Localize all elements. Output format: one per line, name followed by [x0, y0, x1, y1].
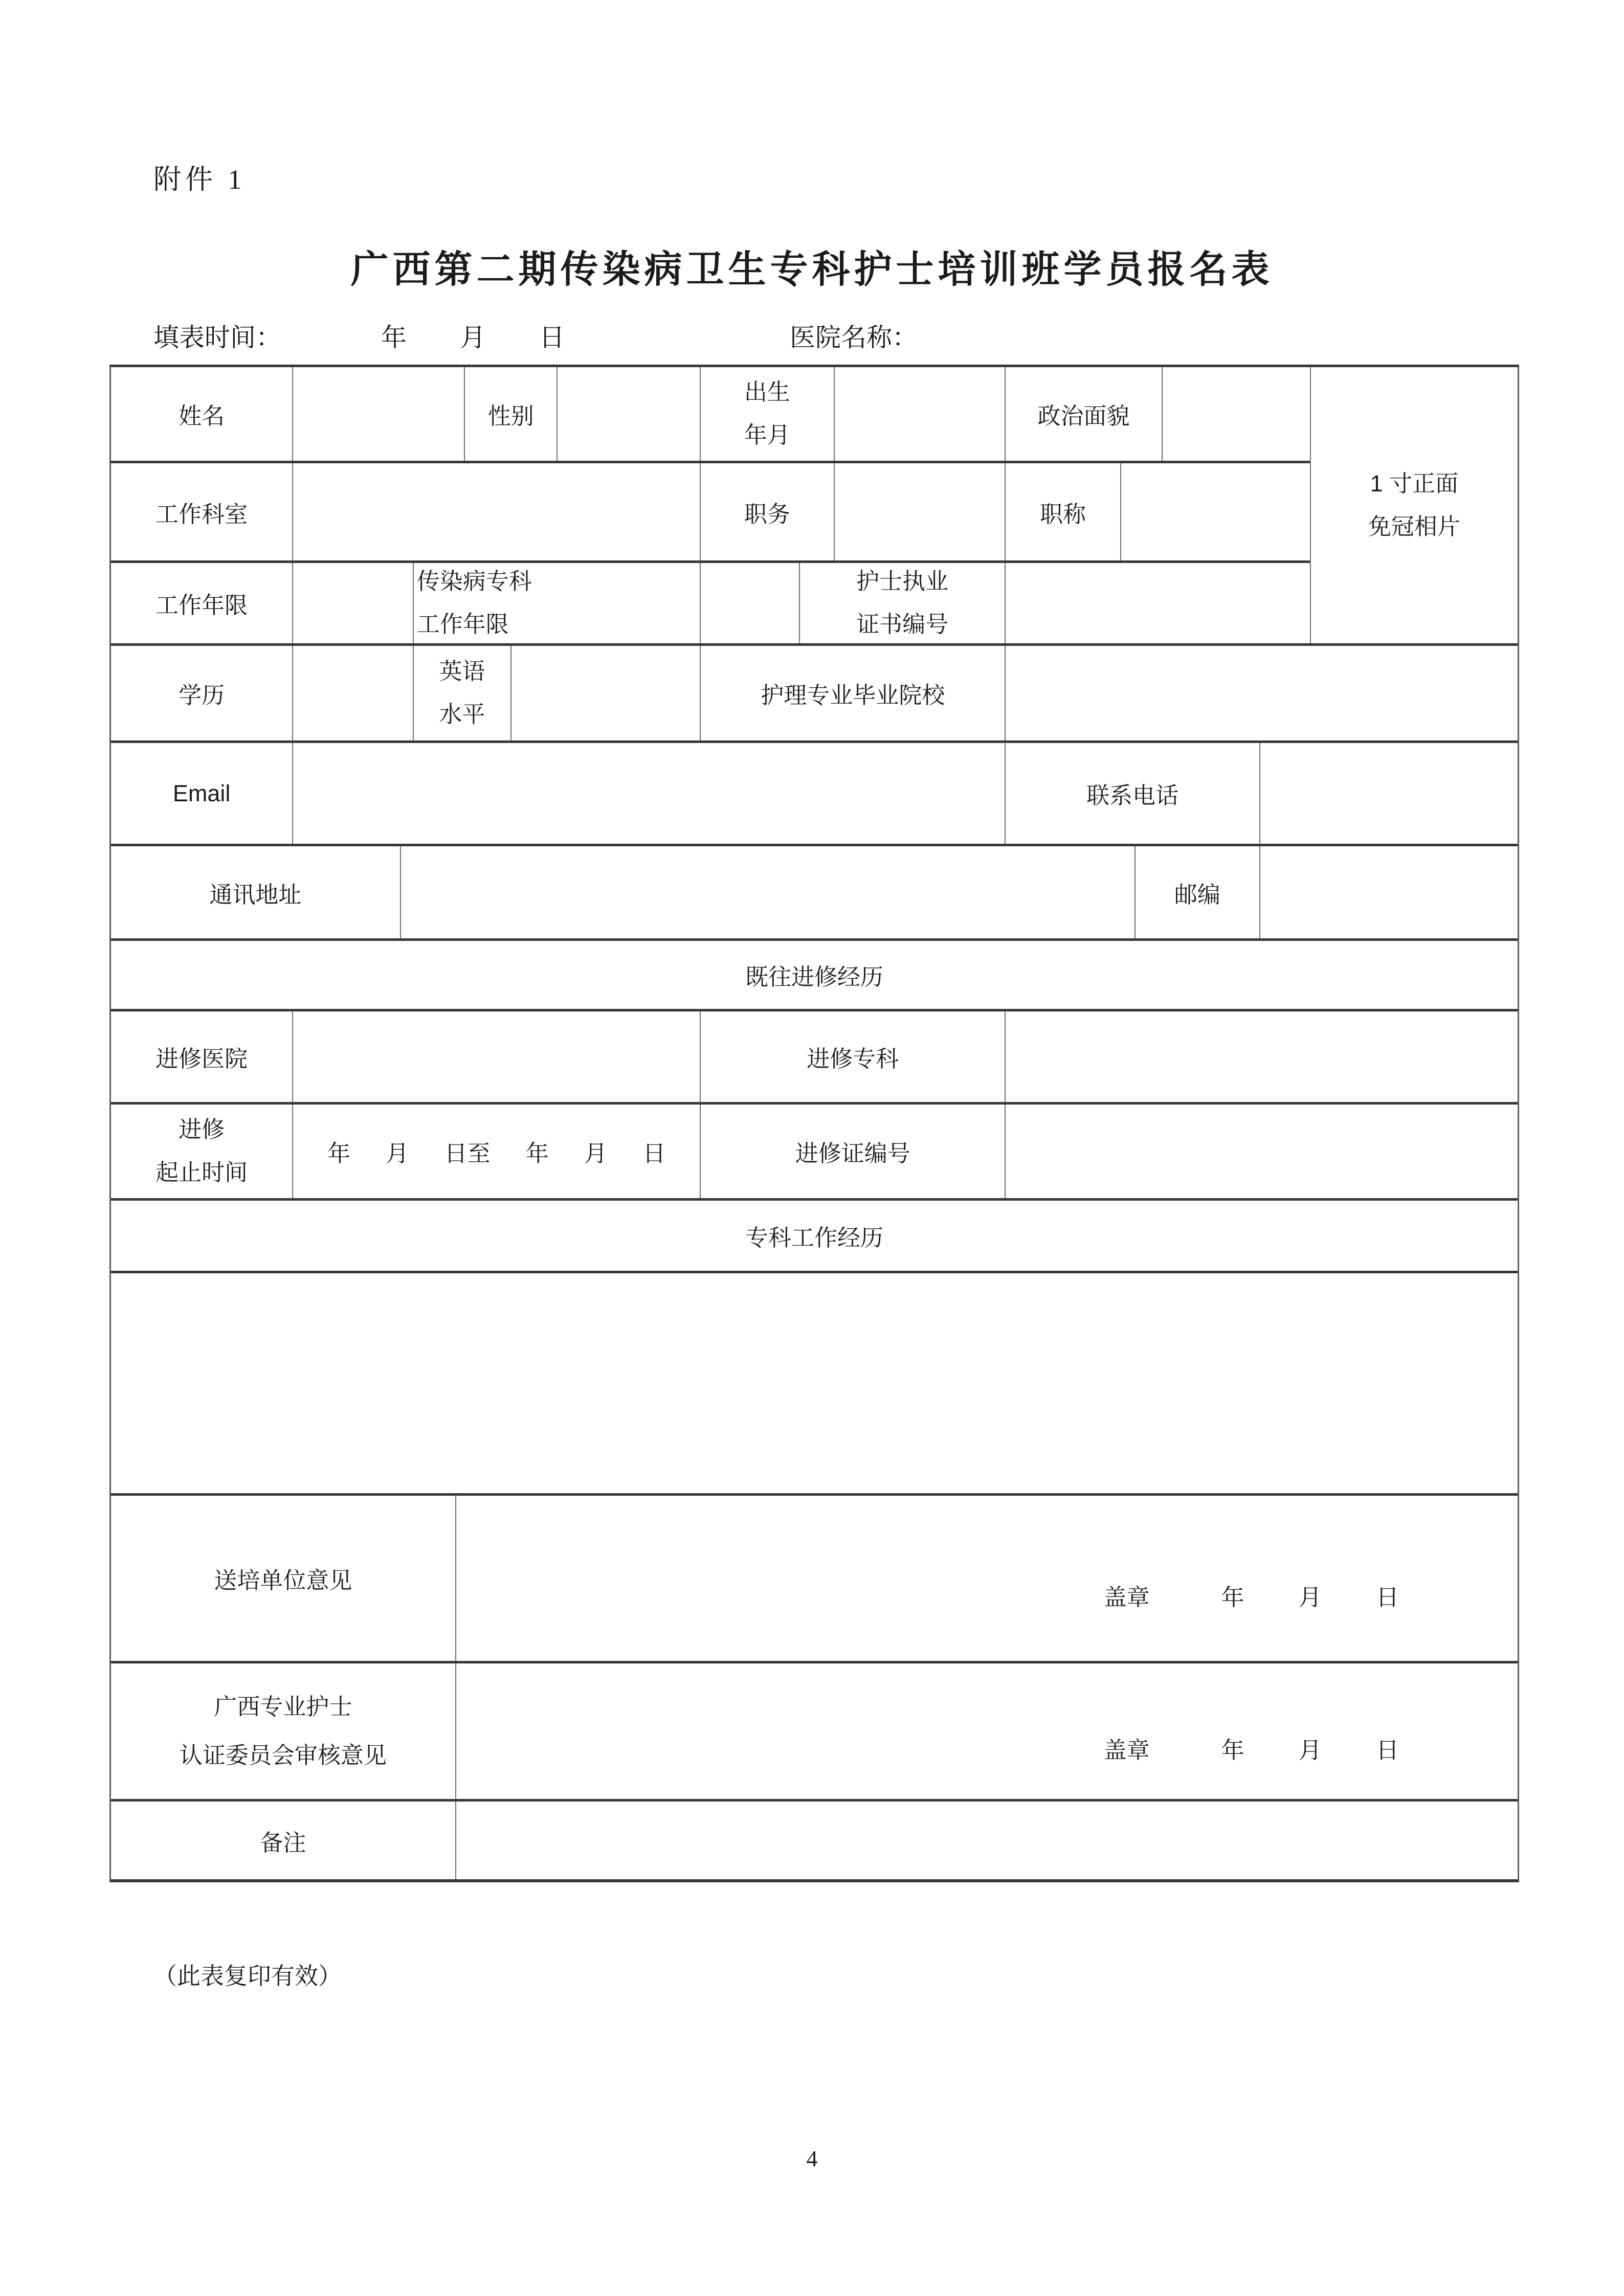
- training-cert-number-label-cell: [700, 1105, 1005, 1198]
- political-status-label-cell: [1005, 367, 1162, 461]
- phone-label: 联系电话: [1086, 783, 1179, 808]
- training-cert-number-label: 进修证编号: [795, 1141, 910, 1166]
- name-label: 姓名: [179, 403, 225, 429]
- position-label: 职务: [744, 501, 790, 527]
- sending-unit-opinion-value-cell: [455, 1496, 1518, 1661]
- table-row-address: [111, 844, 1518, 938]
- position-label-cell: [700, 463, 833, 560]
- nursing-school-label-cell: [700, 646, 1005, 740]
- specialty-work-header-cell: [111, 1201, 1518, 1271]
- birth-label-line2: 年月: [744, 422, 790, 448]
- address-label: 通讯地址: [209, 882, 302, 908]
- table-row-work-years: [111, 560, 1310, 643]
- seal-date-blanks: 年 月 日: [1221, 1584, 1399, 1610]
- training-period-label: [155, 1109, 248, 1194]
- birth-value-cell: [834, 367, 1005, 461]
- birth-label: [744, 371, 790, 457]
- registration-table: [109, 365, 1519, 1882]
- english-level-value-cell: [510, 646, 700, 740]
- sending-unit-opinion-label-cell: [111, 1496, 455, 1661]
- gender-label: 性别: [487, 403, 534, 429]
- table-row-remarks: [111, 1799, 1518, 1879]
- english-level-label-line2: 水平: [439, 701, 485, 727]
- license-number-label: [856, 563, 948, 643]
- page-number: 4: [806, 2146, 818, 2171]
- photo-note-line1: 1 寸正面: [1370, 470, 1459, 497]
- birth-label-line1: 出生: [744, 379, 790, 406]
- name-value-cell: [292, 367, 464, 461]
- remarks-label: 备注: [260, 1830, 306, 1856]
- table-row-training-period: [111, 1102, 1518, 1198]
- specialty-years-label-cell: [413, 563, 700, 643]
- birth-label-cell: [700, 367, 833, 461]
- training-hospital-label-cell: [111, 1011, 292, 1102]
- nursing-school-value-cell: [1005, 646, 1518, 740]
- training-period-label-cell: [111, 1105, 292, 1198]
- form-title: 广西第二期传染病卫生专科护士培训班学员报名表: [350, 247, 1274, 291]
- committee-review-label-cell: [111, 1663, 455, 1799]
- training-cert-number-value-cell: [1005, 1105, 1518, 1198]
- committee-seal-line: [1104, 1731, 1399, 1765]
- hospital-name-label: 医院名称：: [790, 323, 918, 352]
- education-label: 学历: [179, 683, 225, 708]
- table-row-education: [111, 643, 1518, 740]
- table-row-specialty-work-header: [111, 1198, 1518, 1271]
- training-specialty-label: 进修专科: [807, 1046, 899, 1072]
- phone-label-cell: [1005, 743, 1259, 844]
- table-row-name: [111, 367, 1310, 461]
- seal-label: 盖章: [1103, 1737, 1150, 1763]
- table-top-section: [111, 367, 1518, 643]
- specialty-years-label: [417, 563, 532, 643]
- license-number-value-cell: [1005, 563, 1310, 643]
- photo-note: [1368, 462, 1460, 548]
- license-number-label-cell: [799, 563, 1005, 643]
- email-label: Email: [172, 780, 231, 806]
- postcode-label: 邮编: [1174, 882, 1220, 908]
- table-row-sending-unit-opinion: [111, 1493, 1518, 1661]
- table-row-past-training-header: [111, 938, 1518, 1009]
- nursing-school-label: 护理专业毕业院校: [761, 683, 945, 708]
- specialty-years-label-line1: 传染病专科: [416, 569, 532, 595]
- political-status-label: 政治面貌: [1037, 403, 1130, 429]
- position-value-cell: [834, 463, 1005, 560]
- committee-review-value-cell: [455, 1663, 1518, 1799]
- table-row-email: [111, 740, 1518, 844]
- political-status-value-cell: [1162, 367, 1310, 461]
- department-label-cell: [111, 463, 292, 560]
- photo-cell: [1310, 367, 1518, 643]
- department-value-cell: [292, 463, 700, 560]
- past-training-header-cell: [111, 941, 1518, 1009]
- email-value-cell: [292, 743, 1005, 844]
- form-meta-line: [153, 317, 1534, 354]
- phone-value-cell: [1259, 743, 1518, 844]
- committee-review-label-line2: 认证委员会审核意见: [179, 1742, 387, 1768]
- department-label: 工作科室: [155, 501, 248, 527]
- license-number-label-line1: 护士执业: [856, 569, 949, 595]
- fill-time-label: 填表时间：: [153, 323, 281, 352]
- job-title-value-cell: [1120, 463, 1310, 560]
- copy-valid-note: （此表复印有效）: [153, 1963, 342, 1989]
- english-level-label-cell: [413, 646, 511, 740]
- training-specialty-value-cell: [1005, 1011, 1518, 1102]
- specialty-work-blank-cell: [111, 1273, 1518, 1493]
- work-years-label-cell: [111, 563, 292, 643]
- table-row-department: [111, 461, 1310, 560]
- address-label-cell: [111, 846, 400, 938]
- name-label-cell: [111, 367, 292, 461]
- committee-review-label-line1: 广西专业护士: [214, 1694, 352, 1720]
- education-value-cell: [292, 646, 412, 740]
- gender-label-cell: [464, 367, 556, 461]
- training-specialty-label-cell: [700, 1011, 1005, 1102]
- work-years-value-cell: [292, 563, 413, 643]
- sending-unit-opinion-label: 送培单位意见: [214, 1568, 352, 1593]
- fill-time-date-blanks: 年 月 日: [381, 323, 565, 352]
- table-row-training-hospital: [111, 1009, 1518, 1102]
- training-hospital-label: 进修医院: [155, 1046, 248, 1072]
- specialty-work-header: 专科工作经历: [745, 1225, 883, 1251]
- attachment-label: 附件 1: [153, 164, 246, 195]
- past-training-header: 既往进修经历: [745, 964, 883, 990]
- specialty-years-label-line2: 工作年限: [416, 611, 509, 637]
- table-row-specialty-work-blank: [111, 1271, 1518, 1493]
- work-years-label: 工作年限: [155, 593, 248, 618]
- photo-note-line2: 免冠相片: [1368, 513, 1460, 539]
- email-label-cell: [111, 743, 292, 844]
- postcode-label-cell: [1134, 846, 1259, 938]
- specialty-years-value-cell: [700, 563, 799, 643]
- license-number-label-line2: 证书编号: [856, 611, 949, 637]
- committee-review-label: [180, 1683, 387, 1780]
- english-level-label-line1: 英语: [439, 659, 485, 685]
- training-period-label-line1: 进修: [179, 1117, 225, 1143]
- english-level-label: [439, 650, 485, 736]
- postcode-value-cell: [1259, 846, 1518, 938]
- gender-value-cell: [557, 367, 700, 461]
- training-period-label-line2: 起止时间: [155, 1159, 248, 1185]
- address-value-cell: [400, 846, 1134, 938]
- seal-date-blanks: 年 月 日: [1221, 1737, 1399, 1763]
- job-title-label: 职称: [1040, 501, 1086, 527]
- training-hospital-value-cell: [292, 1011, 700, 1102]
- training-period-dates: 年 月 日至 年 月 日: [327, 1141, 666, 1166]
- education-label-cell: [111, 646, 292, 740]
- seal-label: 盖章: [1103, 1584, 1150, 1610]
- remarks-label-cell: [111, 1802, 455, 1879]
- training-period-dates-cell: [292, 1105, 700, 1198]
- table-row-committee-review: [111, 1661, 1518, 1799]
- sending-unit-seal-line: [1104, 1579, 1399, 1612]
- top-section-left: [111, 367, 1310, 643]
- remarks-value-cell: [455, 1802, 1518, 1879]
- job-title-label-cell: [1005, 463, 1120, 560]
